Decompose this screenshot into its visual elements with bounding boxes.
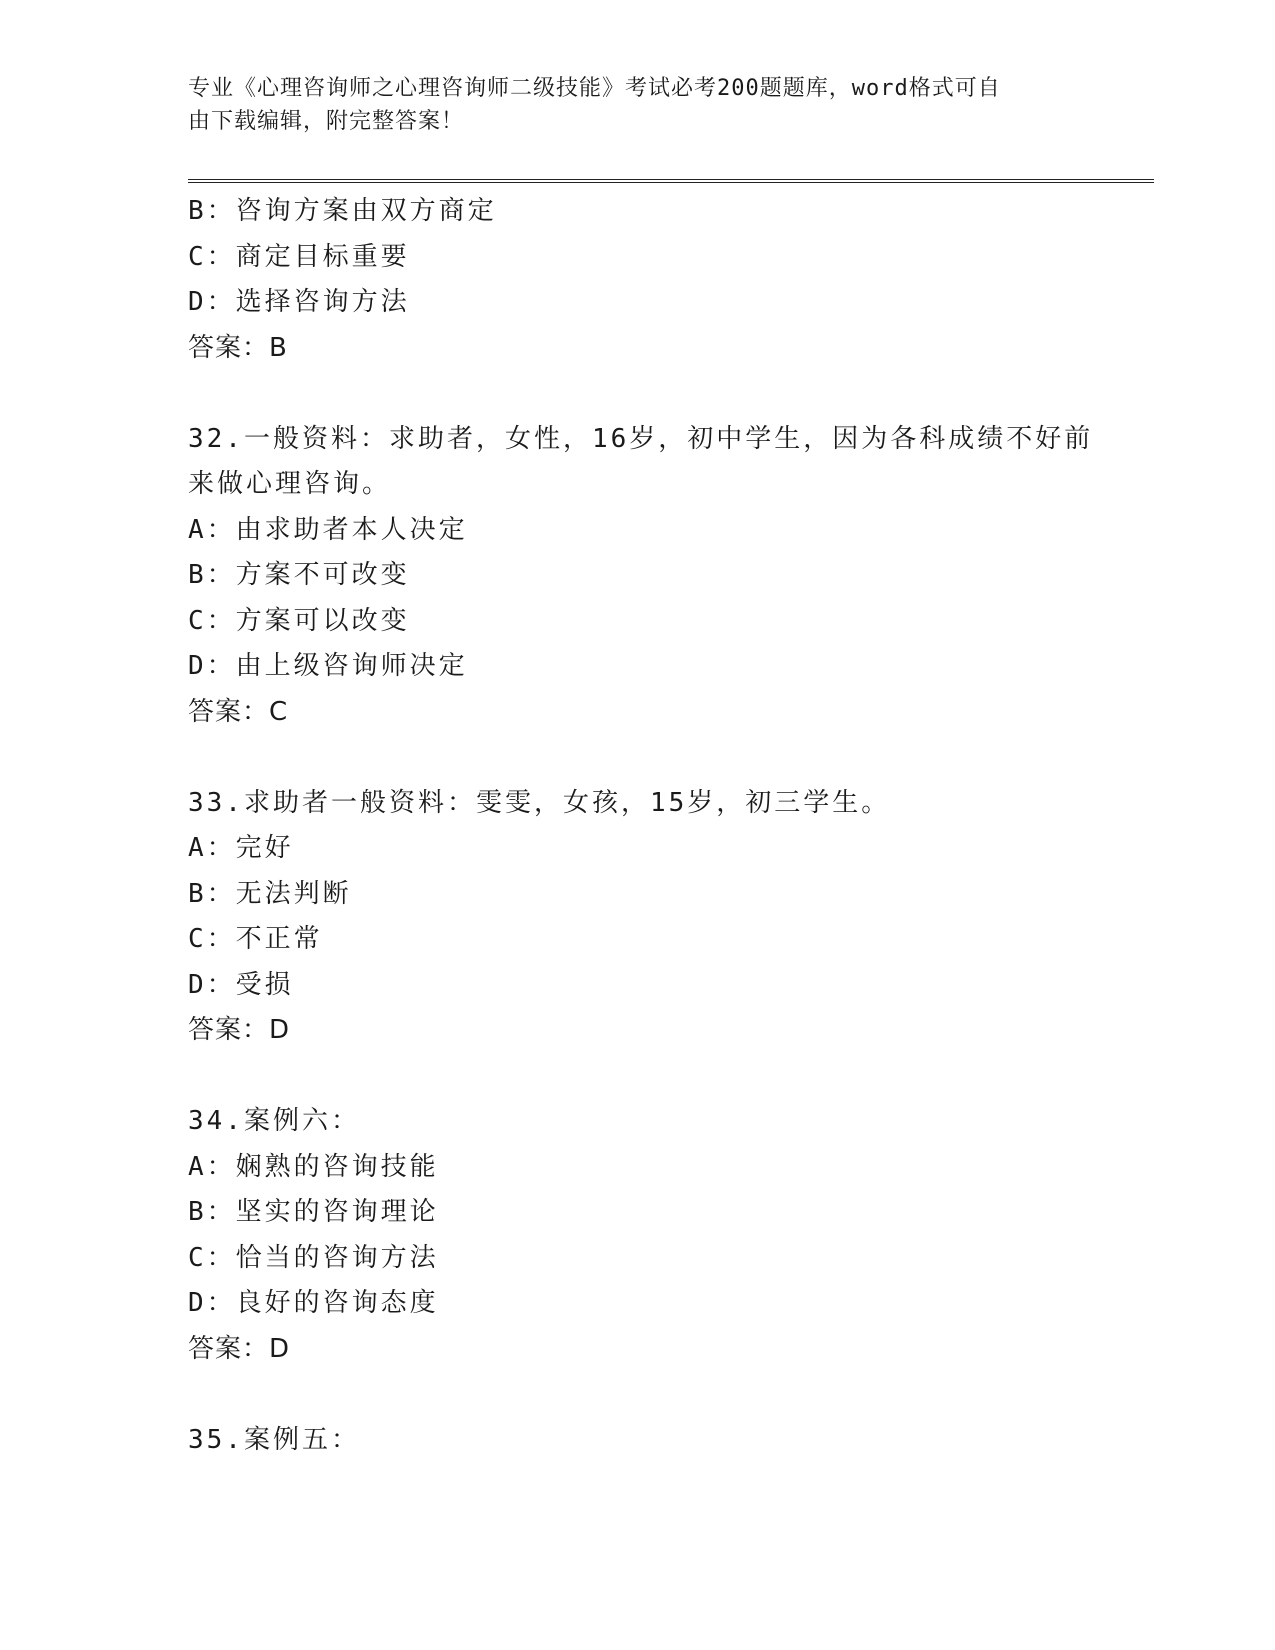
option-b: B：咨询方案由双方商定: [188, 196, 497, 226]
answer: 答案：D: [188, 1015, 291, 1045]
option-a: A：完好: [188, 833, 294, 863]
header-line-2: 由下载编辑，附完整答案！: [188, 109, 465, 134]
option-d: D：受损: [188, 969, 294, 1000]
spacer: [188, 1372, 1148, 1418]
question-34: [188, 1099, 1148, 1372]
header-divider: [188, 179, 1154, 183]
option-b: B：方案不可改变: [188, 560, 410, 590]
header-line-1: 专业《心理咨询师之心理咨询师二级技能》考试必考200题题库，word格式可自: [188, 76, 1001, 101]
option-c: C：不正常: [188, 924, 323, 954]
question-33: [188, 781, 1148, 1054]
option-d: D：良好的咨询态度: [188, 1288, 439, 1318]
question-stem-line-2: 来做心理咨询。: [188, 469, 392, 499]
question-stem: 33.求助者一般资料：雯雯，女孩，15岁，初三学生。: [188, 787, 891, 818]
question-stem: 35.案例五：: [188, 1424, 360, 1455]
option-d: D：由上级咨询师决定: [188, 651, 468, 681]
question-32: [188, 417, 1148, 736]
question-stem-line-1: 32.一般资料：求助者，女性，16岁，初中学生，因为各科成绩不好前: [188, 423, 1094, 454]
answer: 答案：C: [188, 696, 289, 727]
option-b: B：无法判断: [188, 878, 352, 909]
spacer: [188, 371, 1148, 417]
spacer: [188, 1054, 1148, 1100]
question-35: [188, 1418, 1148, 1464]
question-stem: 34.案例六：: [188, 1106, 360, 1136]
question-list: [188, 189, 1148, 1463]
option-c: C：方案可以改变: [188, 605, 410, 636]
option-a: A：由求助者本人决定: [188, 514, 468, 545]
option-c: C：商定目标重要: [188, 241, 410, 272]
answer: 答案：D: [188, 1333, 291, 1364]
question-31-continued: [188, 189, 1148, 371]
spacer: [188, 735, 1148, 781]
document-header: [188, 72, 1068, 138]
option-b: B：坚实的咨询理论: [188, 1197, 439, 1227]
option-d: D：选择咨询方法: [188, 287, 410, 317]
option-c: C：恰当的咨询方法: [188, 1242, 439, 1273]
option-a: A：娴熟的咨询技能: [188, 1151, 439, 1182]
answer: 答案：B: [188, 332, 288, 363]
